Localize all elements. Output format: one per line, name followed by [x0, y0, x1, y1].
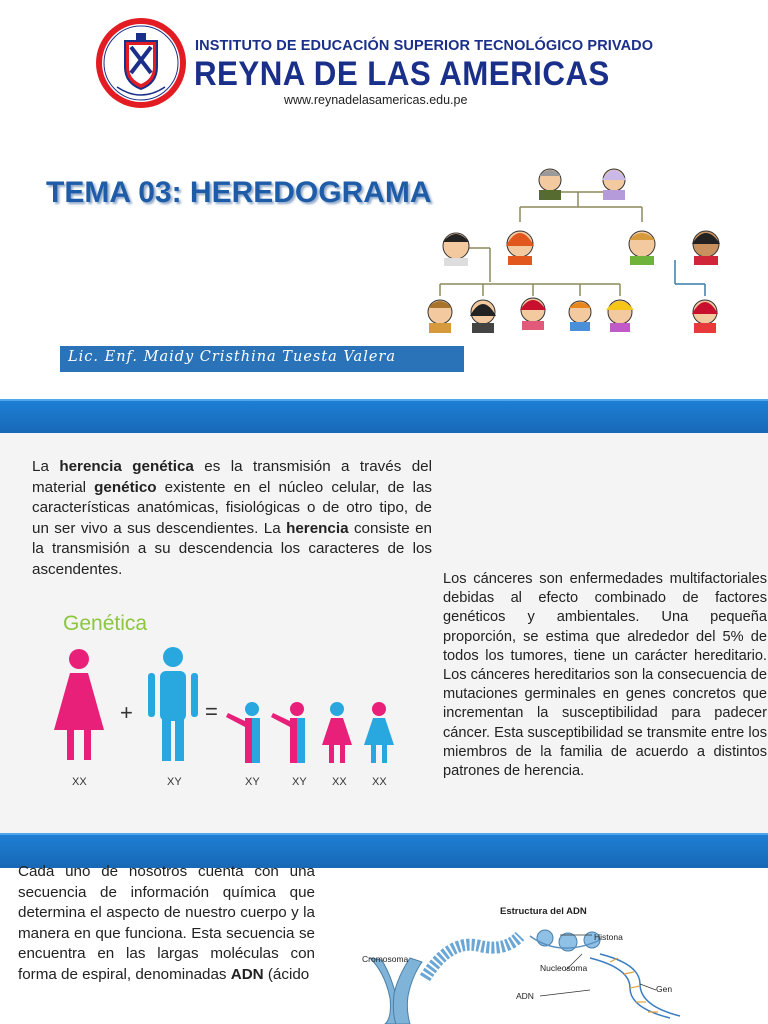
dna-label-nucleosome: Nucleosoma	[540, 963, 588, 973]
dna-label-dna: ADN	[516, 991, 534, 1001]
chromosome-label: XY	[292, 776, 307, 788]
institute-website: www.reynadelasamericas.edu.pe	[284, 93, 468, 107]
heredity-paragraph: La herencia genética es la transmisión a través del material genético existente en el núcleo celular, de las características anatómicas, fisiológicas o de otro tipo, de un ser vivo a sus descendientes. La herencia consiste en la transmisión a su descendencia los caracteres de los ascendentes.	[32, 458, 432, 578]
genetics-inheritance-figure	[40, 645, 410, 795]
dna-label-chromosome: Cromosoma	[362, 954, 409, 964]
cancer-paragraph: Los cánceres son enfermedades multifactoriales debidas al efecto combinado de factores genéticos y ambientales. Una pequeña proporción, se estima que alrededor del 5% de todos los tumores, tiene un carácter hereditario. Los cánceres hereditarios son la consecuencia de mutaciones germinales en genes concretos que incrementan la susceptibilidad para padecer cáncer. Esta susceptibilidad se transmite entre los miembros de la familia de acuerdo a distintos patrones de herencia.	[443, 571, 767, 780]
page-title: TEMA 03: HEREDOGRAMA	[46, 176, 432, 209]
svg-text:+: +	[120, 700, 133, 725]
dna-figure-title: Estructura del ADN	[500, 906, 587, 917]
institute-name: REYNA DE LAS AMERICAS	[194, 55, 610, 93]
child-2-icon	[271, 702, 305, 763]
family-tree-illustration	[420, 160, 750, 345]
grandfather-figure	[539, 169, 561, 200]
institute-logo	[95, 17, 187, 109]
section-divider-band	[0, 401, 768, 434]
svg-text:=: =	[205, 699, 218, 724]
male-parent-icon	[148, 647, 198, 761]
chromosome-label: XX	[72, 776, 87, 788]
chromosome-label: XX	[372, 776, 387, 788]
child-3-icon	[322, 702, 352, 763]
chromosome-label: XX	[332, 776, 347, 788]
child-4-icon	[364, 702, 394, 763]
dna-label-gene: Gen	[656, 984, 673, 994]
author-name: Lic. Enf. Maidy Cristhina Tuesta Valera	[68, 349, 397, 365]
grandmother-figure	[602, 169, 626, 200]
chromosome-label: XY	[245, 776, 260, 788]
female-parent-icon	[54, 649, 104, 760]
chromosome-label: XY	[167, 776, 182, 788]
chromosome-icon	[370, 958, 422, 1024]
dna-paragraph: Cada uno de nosotros cuenta con una secuencia de información química que determina el aspecto de nuestro cuerpo y la manera en que funciona. Esta secuencia se encuentra en las largas moléculas con forma de espiral, denominadas ADN (ácido	[18, 863, 315, 983]
child-1-icon	[226, 702, 260, 763]
dna-label-histone: Histona	[594, 932, 623, 942]
genetics-title: Genética	[63, 612, 148, 635]
institute-line: INSTITUTO DE EDUCACIÓN SUPERIOR TECNOLÓGICO PRIVADO	[195, 38, 654, 54]
